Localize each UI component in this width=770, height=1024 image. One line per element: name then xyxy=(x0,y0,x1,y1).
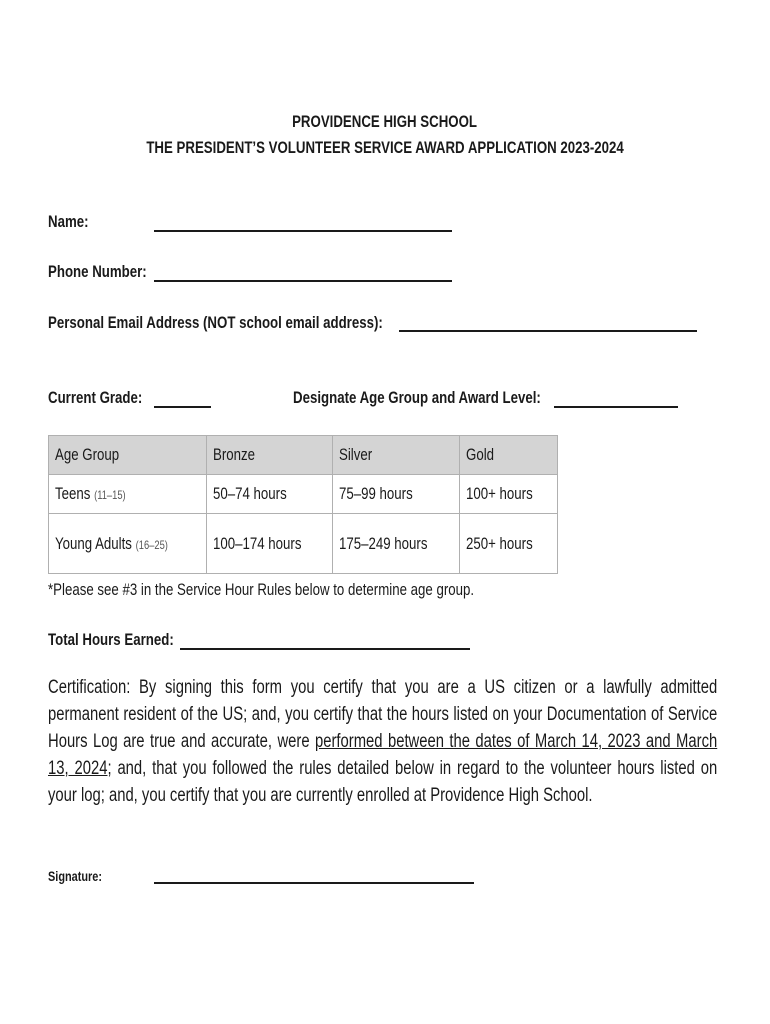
cell-bronze: 50–74 hours xyxy=(206,475,332,514)
total-hours-field[interactable] xyxy=(180,648,470,650)
header-bronze: Bronze xyxy=(206,436,332,475)
table-row xyxy=(49,514,558,574)
phone-field[interactable] xyxy=(154,280,452,282)
form-title: THE PRESIDENT’S VOLUNTEER SERVICE AWARD APPLICATION 2023-2024 xyxy=(146,138,624,157)
grade-field[interactable] xyxy=(154,406,211,408)
certification-date-range: performed between the dates of March 14, 2023 and March 13, 2024 xyxy=(48,731,718,779)
header-silver: Silver xyxy=(333,436,459,475)
header-age-group: Age Group xyxy=(49,436,207,475)
certification-text: Certification: By signing this form you certify that you are a US citizen or a lawfully admitted permanent resident of the US; and, you certify that the hours listed on your Documentation of Service Hours Log are true and accurate, were performed between the dates of March 14, 2023 and March 13, 2024; and, that you followed the rules detailed below in regard to the volunteer hours listed on your log; and, you certify that you are currently enrolled at Providence High School. xyxy=(48,677,718,806)
age-group-label: Designate Age Group and Award Level: xyxy=(293,388,541,407)
grade-label: Current Grade: xyxy=(48,388,143,407)
cell-age-group: Teens (11–15) xyxy=(49,475,207,514)
signature-label: Signature: xyxy=(48,868,103,884)
name-field[interactable] xyxy=(154,230,452,232)
email-label: Personal Email Address (NOT school email address): xyxy=(48,313,383,332)
table-row xyxy=(49,475,558,514)
table-note: *Please see #3 in the Service Hour Rules below to determine age group. xyxy=(48,580,475,599)
cell-age-group: Young Adults (16–25) xyxy=(49,514,207,574)
age-group-field[interactable] xyxy=(554,406,678,408)
cell-silver: 175–249 hours xyxy=(333,514,459,574)
header-gold: Gold xyxy=(459,436,558,475)
total-hours-label: Total Hours Earned: xyxy=(48,630,174,649)
table-header-row xyxy=(49,436,558,475)
email-field[interactable] xyxy=(399,330,697,332)
school-name: PROVIDENCE HIGH SCHOOL xyxy=(292,112,478,131)
cell-silver: 75–99 hours xyxy=(333,475,459,514)
name-label: Name: xyxy=(48,212,89,231)
cell-gold: 100+ hours xyxy=(459,475,558,514)
signature-field[interactable] xyxy=(154,882,474,884)
cell-bronze: 100–174 hours xyxy=(206,514,332,574)
award-level-table xyxy=(48,435,558,574)
cell-gold: 250+ hours xyxy=(459,514,558,574)
phone-label: Phone Number: xyxy=(48,262,147,281)
